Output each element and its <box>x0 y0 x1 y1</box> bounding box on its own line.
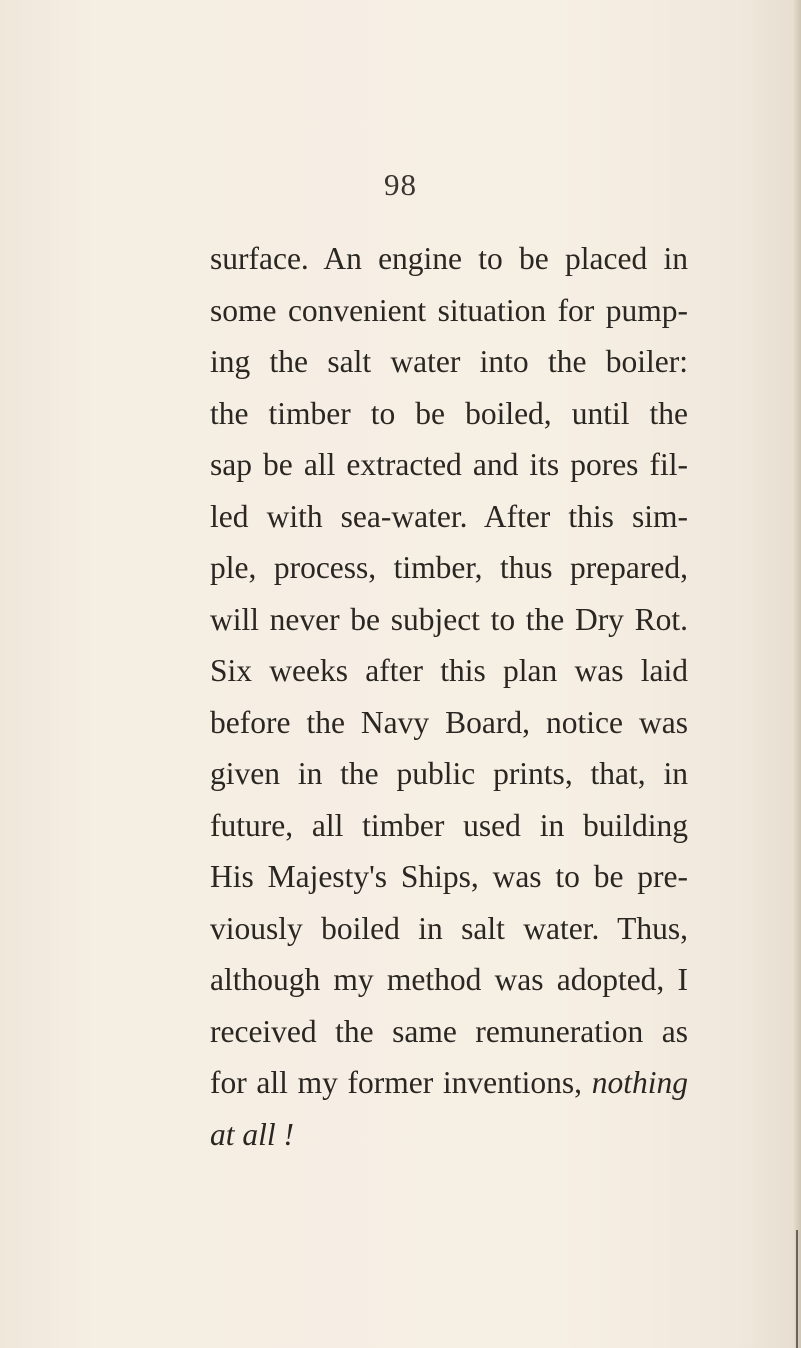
page-edge-shadow <box>796 1230 798 1348</box>
text-line: led with sea-water. After this sim- <box>210 498 688 534</box>
text-line: given in the public prints, that, in <box>210 756 688 791</box>
text-line: His Majesty's Ships, was to be pre- <box>210 859 688 894</box>
text-roman: for all my former inventions, <box>210 1065 592 1100</box>
text-line: some convenient situation for pump- <box>210 292 688 328</box>
text-line: ing the salt water into the boiler: <box>210 344 688 379</box>
text-line: although my method was adopted, I <box>210 962 688 997</box>
text-line: ple, process, timber, thus prepared, <box>210 550 688 585</box>
text-line: before the Navy Board, notice was <box>210 704 688 740</box>
text-line: received the same remuneration as <box>210 1013 688 1049</box>
text-line: future, all timber used in building <box>210 807 688 843</box>
text-line: surface. An engine to be placed in <box>210 241 688 276</box>
text-line <box>210 1109 688 1161</box>
body-text <box>210 233 688 1160</box>
text-line: sap be all extracted and its pores fil- <box>210 447 688 482</box>
page-number: 98 <box>384 167 417 202</box>
text-line: viously boiled in salt water. Thus, <box>210 910 688 946</box>
text-italic: at all ! <box>210 1116 294 1152</box>
text-line: Six weeks after this plan was laid <box>210 653 688 688</box>
text-italic: nothing <box>591 1065 688 1100</box>
text-line: the timber to be boiled, until the <box>210 395 688 431</box>
text-line <box>210 1057 688 1109</box>
text-line: will never be subject to the Dry Rot. <box>210 601 688 637</box>
